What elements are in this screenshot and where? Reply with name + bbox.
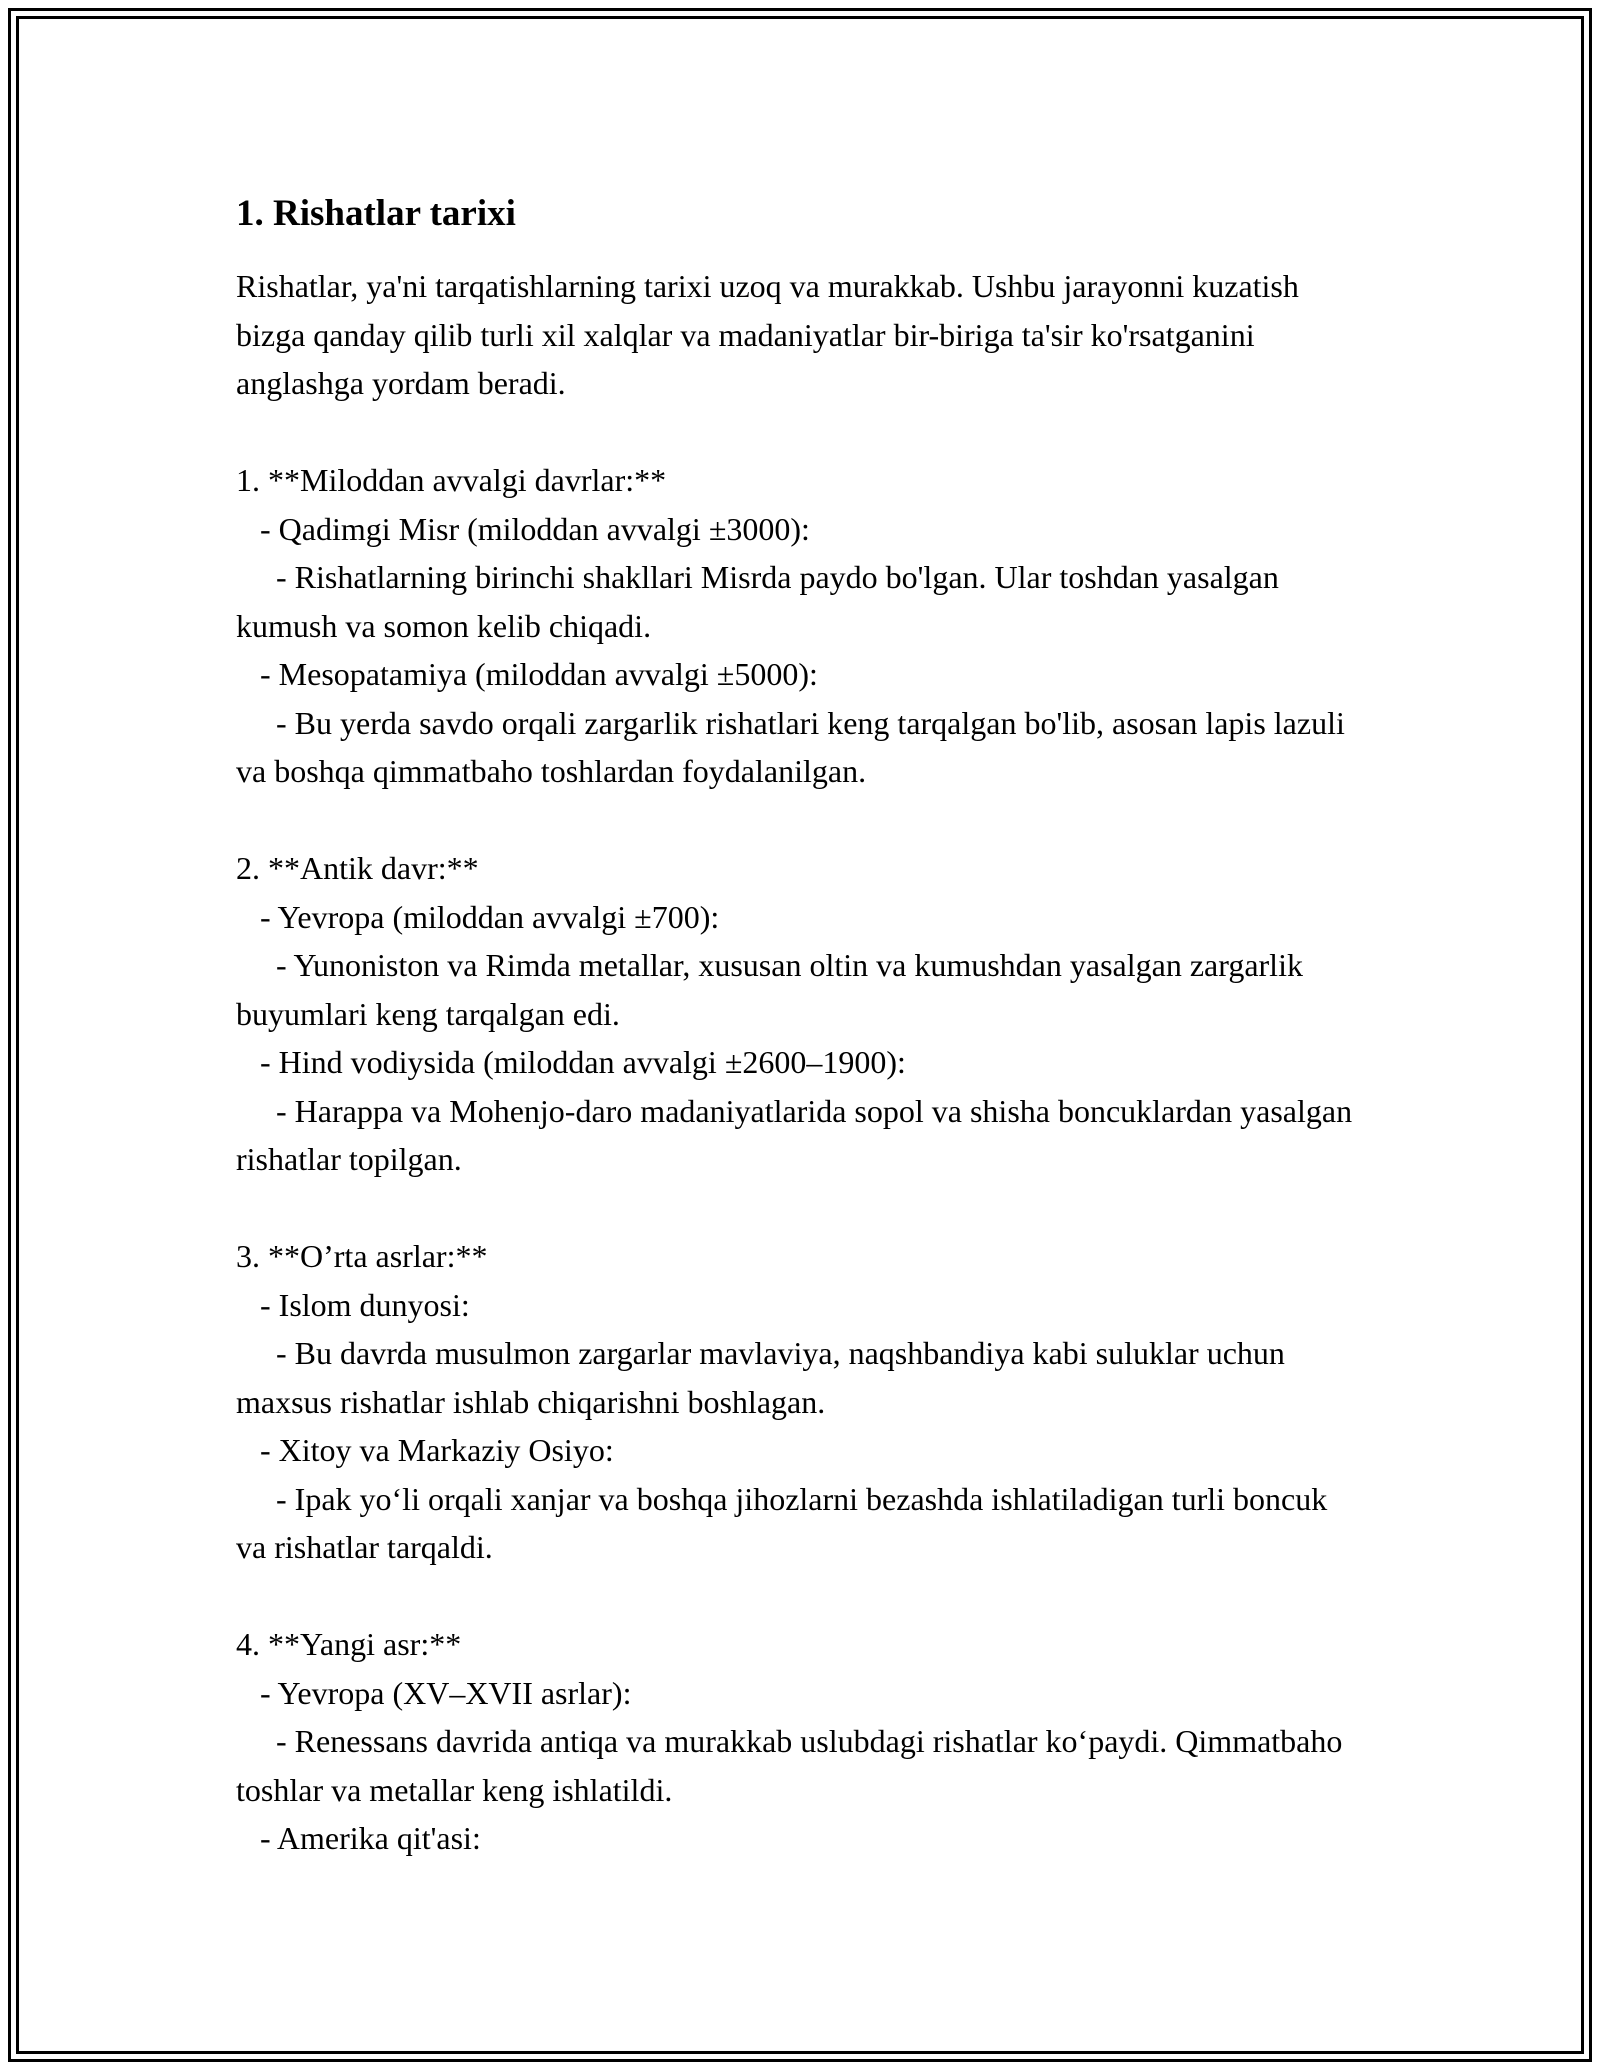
section-antiquity (236, 844, 1361, 1184)
list-item: - Rishatlarning birinchi shakllari Misrda paydo bo'lgan. Ular toshdan yasalgan kumush va somon kelib chiqadi. (236, 559, 1287, 644)
list-item: - Renessans davrida antiqa va murakkab uslubdagi rishatlar ko‘paydi. Qimmatbaho toshlar va metallar keng ishlatildi. (236, 1723, 1351, 1808)
list-item: - Mesopatamiya (miloddan avvalgi ±5000): (236, 656, 818, 692)
list-item: - Amerika qit'asi: (236, 1820, 481, 1856)
list-item: - Xitoy va Markaziy Osiyo: (236, 1432, 614, 1468)
section-new-age (236, 1620, 1356, 1863)
section-heading: 1. **Miloddan avvalgi davrlar:** (236, 462, 667, 498)
list-item: - Islom dunyosi: (236, 1286, 470, 1323)
list-item: - Bu davrda musulmon zargarlar mavlaviya, naqshbandiya kabi suluklar uchun maxsus rishatlar ishlab chiqarishni boshlagan. (236, 1335, 1293, 1420)
section-ancient (236, 456, 1356, 796)
document-body (236, 186, 1361, 1863)
list-item: - Bu yerda savdo orqali zargarlik rishatlari keng tarqalgan bo'lib, asosan lapis lazuli va boshqa qimmatbaho toshlardan foydalanilgan. (236, 704, 1353, 789)
list-item: - Yevropa (miloddan avvalgi ±700): (236, 898, 720, 935)
section-heading: 2. **Antik davr:** (236, 850, 479, 886)
list-item: - Ipak yo‘li orqali xanjar va boshqa jihozlarni bezashda ishlatiladigan turli boncuk va rishatlar tarqaldi. (236, 1480, 1336, 1565)
section-heading: 3. **O’rta asrlar:** (236, 1238, 488, 1274)
section-heading: 4. **Yangi asr:** (236, 1626, 462, 1662)
list-item: - Harappa va Mohenjo-daro madaniyatlarida sopol va shisha boncuklardan yasalgan rishatlar topilgan. (236, 1092, 1361, 1177)
page-title: 1. Rishatlar tarixi (236, 193, 516, 234)
list-item: - Yevropa (XV–XVII asrlar): (236, 1674, 632, 1711)
section-middle-ages (236, 1232, 1356, 1572)
intro-paragraph: Rishatlar, ya'ni tarqatishlarning tarixi uzoq va murakkab. Ushbu jarayonni kuzatish bizga qanday qilib turli xil xalqlar va madaniyatlar bir-biriga ta'sir ko'rsatganini anglashga yordam beradi. (236, 268, 1299, 401)
list-item: - Qadimgi Misr (miloddan avvalgi ±3000): (236, 510, 810, 547)
list-item: - Yunoniston va Rimda metallar, xususan oltin va kumushdan yasalgan zargarlik buyumlari keng tarqalgan edi. (236, 947, 1311, 1032)
list-item: - Hind vodiysida (miloddan avvalgi ±2600–1900): (236, 1044, 906, 1080)
